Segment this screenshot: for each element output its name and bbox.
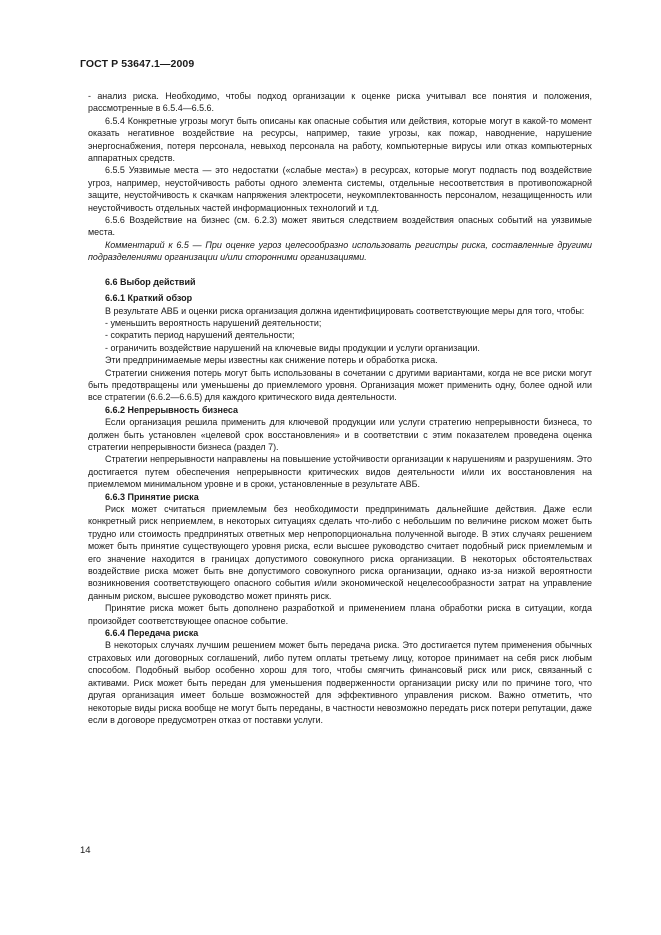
subsection-heading-6-6-4: 6.6.4 Передача риска	[105, 628, 199, 639]
subsection-heading-6-6-2: 6.6.2 Непрерывность бизнеса	[105, 404, 238, 415]
list-item: - сократить период нарушений деятельности;	[105, 330, 295, 341]
paragraph-6-5-6: 6.5.6 Воздействие на бизнес (см. 6.2.3) может явиться следствием воздействия опасных событий на уязвимые места.	[88, 215, 592, 238]
subsection-heading-6-6-1: 6.6.1 Краткий обзор	[105, 293, 193, 304]
paragraph-6-6-3-second: Принятие риска может быть дополнено разработкой и применением плана обработки риска в ситуации, когда произойдет соответствующее опасное событие.	[88, 603, 592, 626]
paragraph-6-6-2-second: Стратегии непрерывности направлены на повышение устойчивости организации к нарушениям и разрушениям. Это достигается путем обеспечения непрерывности критических видов деятельности и/или их восстановления на приемлемом минимальном уровне и в сроки, установленные в результате АВБ.	[88, 454, 592, 490]
list-item: - уменьшить вероятность нарушений деятельности;	[105, 317, 322, 328]
document-header: ГОСТ Р 53647.1—2009	[80, 58, 195, 70]
paragraph-6-6-2-first: Если организация решила применить для ключевой продукции или услуги стратегию непрерывности бизнеса, то должен быть установлен «целевой срок восстановления» и в соответствии с этим показателем проведена оценка стратегии непрерывности бизнеса (раздел 7).	[88, 417, 592, 452]
paragraph-6-5-4: 6.5.4 Конкретные угрозы могут быть описаны как опасные события или действия, которые могут в какой-то момент оказать негативное воздействие на ресурсы, например, такие угрозы, как пожар, наводнение, нарушение энергоснабжения, потеря персонала, невыход персонала на работу, компьютерные вирусы или отказ компьютерных аппаратных средств.	[88, 115, 592, 164]
paragraph-6-6-4-first: В некоторых случаях лучшим решением может быть передача риска. Это достигается путем применения обычных страховых или договорных соглашений, либо путем оплаты третьему лицу, которое принимает на себя риск любым способом. Подобный выбор особенно хорош для того, чтобы смягчить финансовый риск или риск, связанный с активами. Риск может быть передан для уменьшения подверженности организации риску или по причине того, что другая организация имеет больше возможностей для эффективного управления риском. Важно отметить, что некоторые виды риска вообще не могут быть переданы, в частности невозможно передать риск потери репутации, даже если в договоре предусмотрен отказ от поставки услуги.	[88, 640, 592, 725]
page-number: 14	[80, 845, 91, 856]
paragraph-6-6-1-strategies: Стратегии снижения потерь могут быть использованы в сочетании с другими вариантами, когда не все риски могут быть предотвращены или уменьшены до приемлемого уровня. Организация может применить одну, более одной или все стратегии (6.6.2—6.6.5) для каждого критического вида деятельности.	[88, 367, 592, 403]
subsection-heading-6-6-3: 6.6.3 Принятие риска	[105, 491, 199, 502]
document-body	[88, 90, 592, 726]
paragraph-6-6-3-first: Риск может считаться приемлемым без необходимости предпринимать дальнейшие действия. Даже если конкретный риск неприемлем, в некоторых ситуациях сделать что-либо с небольшим по величине риском может быть трудно или стоимость предпринятых ответных мер непропорциональна полученной выгоде. В этих случаях решением может быть принятие существующего уровня риска, если высшее руководство считает подобный риск приемлемым и его значение находится в границах допустимого совокупного риска организации. В некоторых обстоятельствах воздействие риска может быть вне допустимого совокупного риска организации, однако из-за низкой вероятности возникновения соответствующего опасного события и/или экономической нецелесообразности затрат на управление данным риском, высшее руководство может принять риск.	[88, 504, 592, 601]
list-item: - ограничить воздействие нарушений на ключевые виды продукции и услуги организации.	[105, 342, 480, 353]
paragraph-risk-analysis: - анализ риска. Необходимо, чтобы подход организации к оценке риска учитывал все понятия и положения, рассмотренные в 6.5.4—6.5.6.	[88, 91, 592, 114]
paragraph-6-6-1-measures: Эти предпринимаемые меры известны как снижение потерь и обработка риска.	[105, 355, 438, 366]
section-heading-6-6: 6.6 Выбор действий	[105, 276, 196, 287]
paragraph-6-5-5: 6.5.5 Уязвимые места — это недостатки («слабые места») в ресурсах, которые могут подпасть под воздействие угроз, например, неустойчивость работы одного элемента системы, отдельные несоответствия в противопожарной защите, неустойчивость к скачкам напряжения электросети, неукомплектованность персоналом, незащищенность или неустойчивость отдельных частей информационных технологий и т.д.	[88, 165, 592, 213]
comment-6-5: Комментарий к 6.5 — При оценке угроз целесообразно использовать регистры риска, составленные другими подразделениями организации и/или сторонними организациями.	[88, 239, 592, 263]
paragraph-6-6-1-intro: В результате АВБ и оценки риска организация должна идентифицировать соответствующие меры для того, чтобы:	[105, 305, 585, 316]
